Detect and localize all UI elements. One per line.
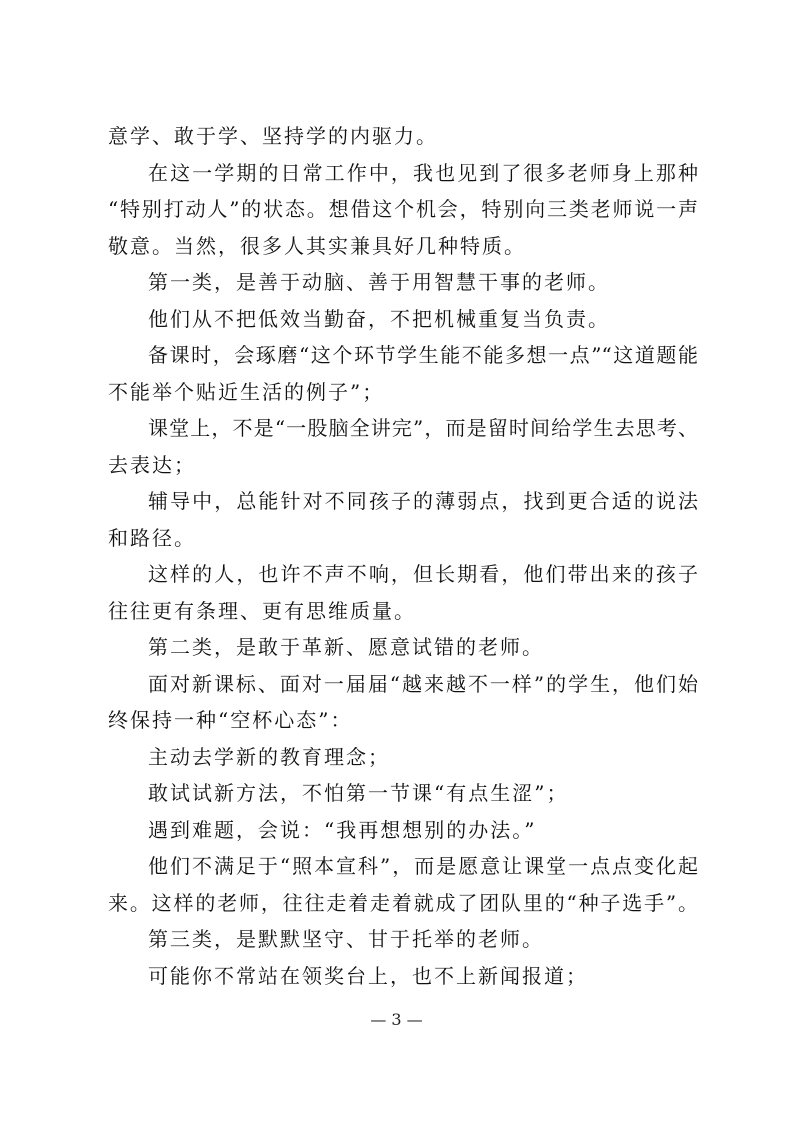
text-line: “特别打动人”的状态。想借这个机会，特别向三类老师说一声 [108, 197, 698, 221]
text-line: 这样的人，也许不声不响，但长期看，他们带出来的孩子 [148, 562, 698, 586]
body-text [108, 118, 698, 994]
text-line: 终保持一种“空杯心态”： [108, 708, 353, 732]
text-line: 去表达； [108, 452, 196, 477]
text-line: 辅导中，总能针对不同孩子的薄弱点，找到更合适的说法 [148, 489, 698, 513]
text-line: 第二类，是敢于革新、愿意试错的老师。 [148, 635, 544, 659]
text-line: 遇到难题，会说：“我再想想别的办法。” [148, 817, 537, 842]
text-line: 和路径。 [108, 525, 196, 550]
text-line: 主动去学新的教育理念； [148, 744, 390, 769]
text-line: 他们不满足于“照本宣科”，而是愿意让课堂一点点变化起 [148, 854, 698, 878]
text-line: 在这一学期的日常工作中，我也见到了很多老师身上那种 [148, 160, 698, 185]
text-line: 敢试试新方法，不怕第一节课“有点生涩”； [148, 781, 569, 805]
text-line: 意学、敢于学、坚持学的内驱力。 [108, 124, 438, 148]
text-line: 课堂上，不是“一股脑全讲完”，而是留时间给学生去思考、 [148, 416, 698, 440]
text-line: 来。这样的老师，往往走着走着就成了团队里的“种子选手”。 [108, 890, 698, 915]
text-line: 备课时，会琢磨“这个环节学生能不能多想一点”“这道题能 [148, 343, 698, 367]
text-line: 他们从不把低效当勤奋，不把机械重复当负责。 [148, 306, 610, 331]
text-line: 不能举个贴近生活的例子”； [108, 379, 385, 404]
text-line: 第三类，是默默坚守、甘于托举的老师。 [148, 927, 544, 951]
text-line: 往往更有条理、更有思维质量。 [108, 598, 416, 623]
text-line: 第一类，是善于动脑、善于用智慧干事的老师。 [148, 270, 610, 294]
text-line: 敬意。当然，很多人其实兼具好几种特质。 [108, 233, 526, 258]
text-line: 可能你不常站在领奖台上，也不上新闻报道； [148, 963, 588, 988]
text-line: 面对新课标、面对一届届“越来越不一样”的学生，他们始 [148, 671, 698, 696]
page-number: — 3 — [370, 1010, 423, 1029]
